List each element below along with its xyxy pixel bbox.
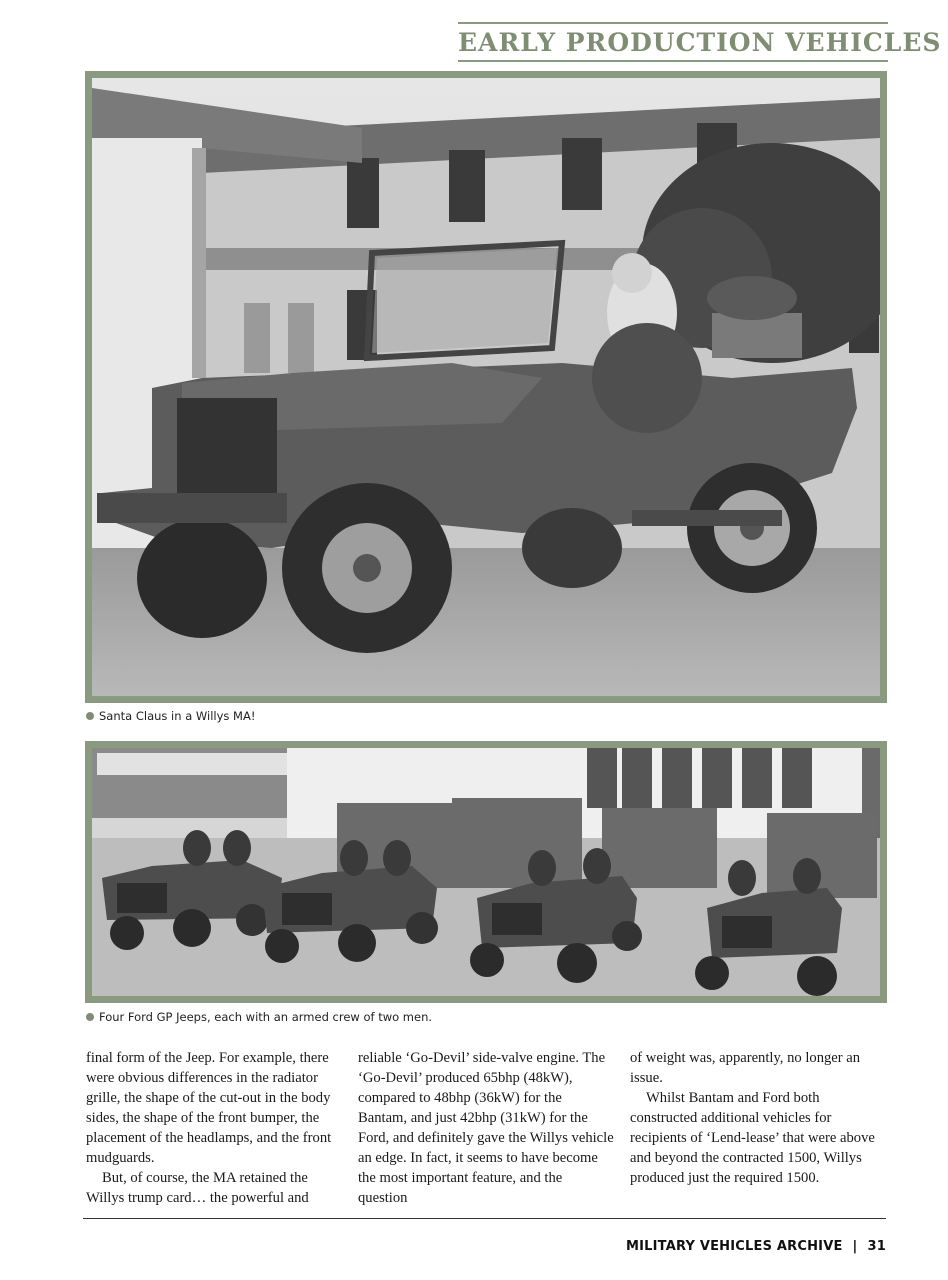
photo-santa-willys-frame <box>85 71 887 703</box>
page-footer <box>626 1239 886 1254</box>
footer-separator: | <box>852 1239 858 1254</box>
section-title: EARLY PRODUCTION VEHICLES <box>458 28 942 57</box>
photo-ford-gp-jeeps-image <box>92 748 880 996</box>
article-column-3 <box>630 1048 886 1208</box>
publication-name: MILITARY VEHICLES ARCHIVE <box>625 1239 843 1254</box>
caption-bullet-icon <box>86 712 94 720</box>
article-body <box>86 1048 886 1208</box>
paragraph: But, of course, the MA retained the Willys trump card… the powerful and <box>86 1170 309 1206</box>
paragraph: of weight was, apparently, no longer an issue. <box>630 1050 861 1086</box>
article-column-1 <box>86 1048 342 1208</box>
paragraph: reliable ‘Go-Devil’ side-valve engine. The ‘Go-Devil’ produced 65bhp (48kW), compared to 48bhp (36kW) for the Bantam, and just 42bhp (31kW) for the Ford, and definitely gave the Willys vehicle an edge. In fact, it seems to have become the most important feature, and the question <box>358 1050 614 1206</box>
photo-ford-gp-jeeps-caption <box>86 1010 432 1024</box>
caption-text: Santa Claus in a Willys MA! <box>99 709 256 723</box>
photo-ford-gp-jeeps-frame <box>85 741 887 1003</box>
photo-santa-willys-caption <box>86 709 255 723</box>
photo-santa-willys <box>92 78 880 696</box>
caption-text: Four Ford GP Jeeps, each with an armed crew of two men. <box>99 1010 433 1024</box>
article-column-2 <box>358 1048 614 1208</box>
caption-bullet-icon <box>86 1013 94 1021</box>
footer-divider <box>83 1218 886 1219</box>
page-number: 31 <box>867 1239 886 1254</box>
section-header <box>458 22 942 62</box>
photo-ford-gp-jeeps <box>92 748 880 996</box>
paragraph: Whilst Bantam and Ford both constructed additional vehicles for recipients of ‘Lend-lease’ that were above and beyond the contracted 1500, Willys produced just the required 1500. <box>630 1090 875 1186</box>
photo-santa-willys-image <box>92 78 880 696</box>
paragraph: final form of the Jeep. For example, there were obvious differences in the radiator grille, the shape of the cut-out in the body sides, the shape of the front bumper, the placement of the headlamps, and the front mudguards. <box>86 1050 332 1166</box>
